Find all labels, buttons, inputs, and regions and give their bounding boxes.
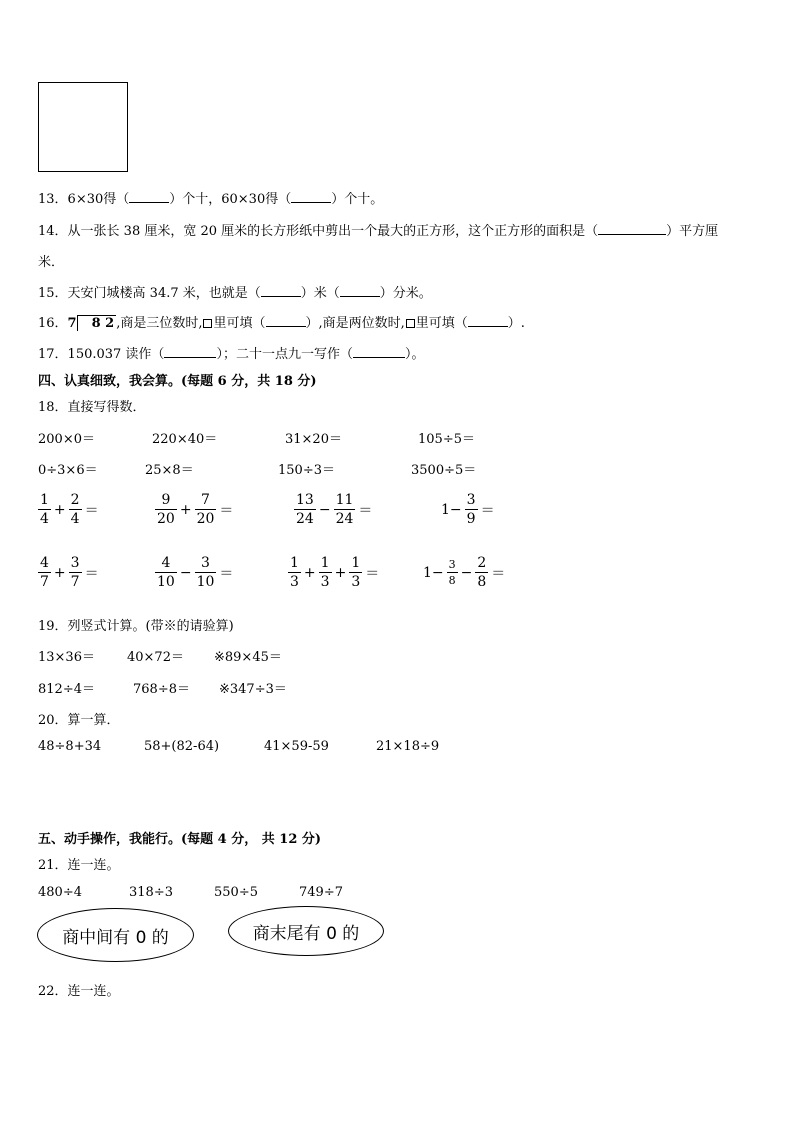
numerator: 4 <box>161 555 171 571</box>
denominator: 4 <box>40 511 49 527</box>
q16-text-b: 里可填（ <box>213 316 266 331</box>
denominator: 4 <box>70 511 80 527</box>
numerator: 3 <box>70 555 80 571</box>
q20-item: 21×18÷9 <box>376 739 440 754</box>
q19-title: 19．列竖式计算。(带※的请验算) <box>38 619 234 634</box>
q17-text-c: ）。 <box>404 347 425 362</box>
denominator: 24 <box>296 511 314 527</box>
fraction <box>288 556 301 589</box>
numerator: 11 <box>335 492 354 508</box>
denominator: 20 <box>196 511 215 527</box>
q20-item: 48÷8+34 <box>38 739 102 754</box>
answer-blank[interactable] <box>353 344 405 358</box>
fraction <box>465 493 478 526</box>
equals-sign: ＝ <box>84 565 99 582</box>
q18-item: 150÷3＝ <box>278 463 335 478</box>
q19-item: 40×72＝ <box>127 650 184 665</box>
question-17 <box>38 343 424 362</box>
operator: + <box>53 564 66 581</box>
question-14 <box>38 220 718 239</box>
fraction <box>294 493 316 526</box>
numerator: 4 <box>40 555 49 571</box>
q14-text-b: ）平方厘 <box>666 224 719 239</box>
category-ellipse[interactable] <box>228 906 384 956</box>
q22-title: 22．连一连。 <box>38 984 120 999</box>
operator: − <box>179 564 192 581</box>
numerator: 2 <box>477 555 487 571</box>
q19-item: 13×36＝ <box>38 650 95 665</box>
q14-text-a: 14．从一张长 38 厘米，宽 20 厘米的长方形纸中剪出一个最大的正方形，这个正方形的面积是（ <box>38 224 599 239</box>
equals-sign: ＝ <box>480 502 495 519</box>
q17-text-b: ）；二十一点九一写作（ <box>216 347 353 362</box>
q21-item: 550÷5 <box>214 885 258 900</box>
fraction <box>334 493 356 526</box>
numerator: 13 <box>296 492 314 508</box>
denominator: 9 <box>466 511 476 527</box>
q16-text-a: ,商是三位数时, <box>116 316 203 331</box>
denominator: 20 <box>157 511 175 527</box>
denominator: 8 <box>477 574 487 590</box>
question-16 <box>38 312 525 331</box>
answer-blank[interactable] <box>261 283 301 297</box>
dividend-prefix: 7 <box>67 316 77 331</box>
question-15 <box>38 282 432 301</box>
q18-item: 200×0＝ <box>38 432 95 447</box>
q13-text-c: ）个十。 <box>331 192 384 207</box>
operator: + <box>53 501 66 518</box>
operator: 1− <box>423 564 444 581</box>
denominator: 24 <box>335 511 354 527</box>
denominator: 10 <box>157 574 175 590</box>
ellipse-label: 商中间有 0 的 <box>62 927 169 948</box>
numerator: 1 <box>320 555 330 571</box>
fraction-expression <box>38 493 102 526</box>
operator: − <box>460 564 473 581</box>
fraction <box>69 493 82 526</box>
denominator: 3 <box>320 574 330 590</box>
numerator: 3 <box>201 555 210 571</box>
fraction <box>319 556 332 589</box>
operator: + <box>303 564 316 581</box>
fraction <box>475 556 488 589</box>
numerator: 3 <box>466 492 476 508</box>
fraction <box>69 556 82 589</box>
q16-text-d: 里可填（ <box>415 316 468 331</box>
numerator: 3 <box>448 558 456 571</box>
fraction-expression <box>38 556 102 589</box>
q18-item: 105÷5＝ <box>418 432 475 447</box>
numerator: 9 <box>161 492 171 508</box>
denominator: 10 <box>196 574 215 590</box>
equals-sign: ＝ <box>491 565 506 582</box>
category-ellipse[interactable] <box>37 908 194 962</box>
fraction <box>195 556 217 589</box>
fraction-expression <box>155 493 236 526</box>
denominator: 8 <box>448 574 456 587</box>
numerator: 1 <box>40 492 49 508</box>
q20-item: 58+(82-64) <box>144 739 220 754</box>
answer-box <box>38 82 128 172</box>
equals-sign: ＝ <box>365 565 380 582</box>
numerator: 7 <box>201 492 210 508</box>
q15-text-b: ）米（ <box>300 286 340 301</box>
q18-item: 3500÷5＝ <box>411 463 477 478</box>
q15-text-a: 15．天安门城楼高 34.7 米，也就是（ <box>38 286 261 301</box>
q18-title: 18．直接写得数． <box>38 400 146 415</box>
fraction <box>155 556 177 589</box>
box-placeholder-icon <box>406 319 415 328</box>
fraction-expression <box>294 493 375 526</box>
q13-text-b: ）个十，60×30得（ <box>169 192 292 207</box>
fraction-expression <box>155 556 236 589</box>
denominator: 3 <box>351 574 361 590</box>
q20-title: 20．算一算． <box>38 713 120 728</box>
numerator: 2 <box>70 492 80 508</box>
division-bracket <box>77 315 117 331</box>
answer-blank[interactable] <box>291 189 331 203</box>
operator: + <box>179 501 192 518</box>
q13-text-a: 13．6×30得（ <box>38 192 130 207</box>
answer-blank[interactable] <box>598 221 666 235</box>
q18-item: 220×40＝ <box>152 432 218 447</box>
q21-item: 749÷7 <box>299 885 343 900</box>
q17-text-a: 17．150.037 读作（ <box>38 347 165 362</box>
denominator: 3 <box>290 574 299 590</box>
q18-item: 0÷3×6＝ <box>38 463 98 478</box>
q19-item: 812÷4＝ <box>38 682 95 697</box>
fraction <box>195 493 217 526</box>
equals-sign: ＝ <box>84 502 99 519</box>
q21-item: 318÷3 <box>129 885 173 900</box>
ellipse-label: 商末尾有 0 的 <box>252 923 360 944</box>
fraction-expression <box>438 493 498 526</box>
operator: − <box>318 501 331 518</box>
answer-blank[interactable] <box>129 189 169 203</box>
section-5-heading: 五、动手操作，我能行。(每题 4 分， 共 12 分) <box>38 832 322 847</box>
q19-item: ※89×45＝ <box>214 650 282 665</box>
denominator: 7 <box>40 574 49 590</box>
question-13 <box>38 188 383 207</box>
q15-text-c: ）分米。 <box>379 286 432 301</box>
fraction <box>349 556 362 589</box>
q16-number: 16． <box>38 316 68 331</box>
q16-text-e: ）. <box>507 316 525 331</box>
box-placeholder-icon <box>203 319 212 328</box>
operator: 1− <box>441 501 462 518</box>
answer-blank[interactable] <box>468 313 508 327</box>
q21-item: 480÷4 <box>38 885 82 900</box>
numerator: 1 <box>290 555 299 571</box>
fraction-expression <box>420 556 508 589</box>
numerator: 1 <box>351 555 361 571</box>
answer-blank[interactable] <box>164 344 216 358</box>
denominator: 7 <box>70 574 80 590</box>
section-4-heading: 四、认真细致，我会算。(每题 6 分，共 18 分) <box>38 374 317 389</box>
answer-blank[interactable] <box>266 313 306 327</box>
equals-sign: ＝ <box>358 502 373 519</box>
q18-item: 31×20＝ <box>285 432 342 447</box>
fraction <box>447 559 458 586</box>
q20-item: 41×59-59 <box>264 739 329 754</box>
q19-item: ※347÷3＝ <box>219 682 287 697</box>
dividend-digits: 8 2 <box>91 316 115 331</box>
fraction <box>155 493 177 526</box>
fraction <box>38 493 51 526</box>
operator: + <box>334 564 347 581</box>
q21-title: 21．连一连。 <box>38 858 120 873</box>
answer-blank[interactable] <box>340 283 380 297</box>
q19-item: 768÷8＝ <box>133 682 190 697</box>
fraction <box>38 556 51 589</box>
fraction-expression <box>288 556 382 589</box>
equals-sign: ＝ <box>219 502 234 519</box>
equals-sign: ＝ <box>219 565 234 582</box>
q18-item: 25×8＝ <box>145 463 194 478</box>
q14-text-c: 米． <box>38 255 65 270</box>
q16-text-c: ）,商是两位数时, <box>305 316 405 331</box>
